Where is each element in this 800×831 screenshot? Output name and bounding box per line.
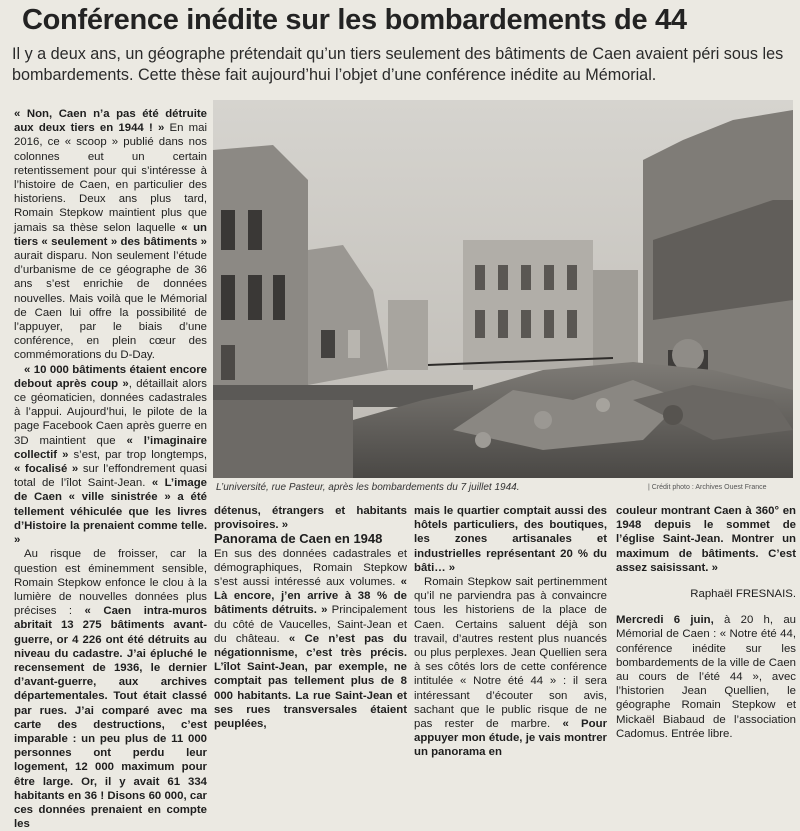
column-4 [616,504,796,741]
headline: Conférence inédite sur les bombardements de 44 [22,4,687,36]
paragraph: Au risque de froisser, car la question est éminemment sensible, Romain Stepkow enfonce le clou à la lumière de nouvelles données plus précises : « Caen intra-muros abritait 13 275 bâtiments avant-guerre, or 4 226 ont été détruits au niveau du cadastre. J’ai épluché le recensement de 1936, le dernier d’avant-guerre, aux archives départementales. Tout était classé par rues. J’ai comparé avec ma carte des destructions, c’est imparable : un peu plus de 11 000 personnes ont perdu leur logement, 12 000 maximum pour être large. Or, il y avait 61 334 habitants en 36 ! Disons 60 000, car ces données prenaient en compte les [14,548,207,831]
paragraph: « Non, Caen n’a pas été détruite aux deux tiers en 1944 ! » En mai 2016, ce « scoop » publié dans nos colonnes eut un certain retentissement pour qui s’intéresse à l’histoire de Caen, en particulier des historiens. Deux ans plus tard, Romain Stepkow maintient plus que jamais sa thèse selon laquelle « un tiers « seulement » des bâtiments » aurait disparu. Non seulement l’étude d’urbanisme de ce géographe de 36 ans s’est enrichie de données nouvelles. Mais voilà que le Mémorial de Caen lui offre la possibilité de l’appuyer, par le biais d’une conférence, en plein cœur des commémorations du D-Day. [14,108,207,362]
paragraph: En sus des données cadastrales et démographiques, Romain Stepkow s’est aussi intéressé aux volumes. « Là encore, j’en arrive à 38 % de bâtiments détruits. » Principalement du côté de Vaucelles, Saint-Jean et du château. « Ce n’est pas du négationnisme, c’est très précis. L’îlot Saint-Jean, par exemple, ne comptait pas tellement plus de 8 000 habitants. La rue Saint-Jean et ses rues transversales étaient peuplées, [214,547,407,731]
paragraph: Romain Stepkow sait pertinemment qu’il ne parviendra pas à convaincre tous les historiens de la place de Caen. Certains saluent déjà son travail, d’autres restent plus nuancés ou plus perplexes. Jean Quellien sera à ses côtés lors de cette conférence intitulée « Notre été 44 » : il sera intéressant d’écouter son avis, sachant que le public risque de ne pas rester de marbre. « Pour appuyer mon étude, je vais montrer un panorama en [414,576,607,759]
paragraph: « 10 000 bâtiments étaient encore debout après coup », détaillait alors ce géomaticien, données cadastrales à l’appui. Aujourd’hui, le pilote de la page Facebook Caen après guerre en 3D maintient que « l’imaginaire collectif » s’est, par trop longtemps, « focalisé » sur l’effondrement quasi total de l’îlot Saint-Jean. « L’image de Caen « ville sinistrée » a été tellement véhiculée que les livres d’Histoire la prenaient comme telle. » [14,363,208,547]
column-2 [214,504,407,731]
photo-credit: | Crédit photo : Archives Ouest France [648,484,767,491]
paragraph: mais le quartier comptait aussi des hôtels particuliers, des boutiques, les zones artisanales et industrielles représentant 20 % du bâti… » [414,505,607,574]
author-signature: Raphaël FRESNAIS. [690,588,796,601]
archive-photo [213,100,793,478]
event-info: Mercredi 6 juin, à 20 h, au Mémorial de Caen : « Notre été 44, conférence inédite sur les bombardements de la ville de Caen au cours de l’été 44 », avec l’historien Jean Quellien, le géographe Romain Stepkow et Mickaël Biabaud de l’association Cadomus. Entrée libre. [616,614,796,740]
column-3 [414,504,607,760]
bombed-street-photo [213,100,793,478]
paragraph: détenus, étrangers et habitants provisoires. » [214,505,407,532]
photo-caption: L’université, rue Pasteur, après les bombardements du 7 juillet 1944. [216,482,520,493]
column-1 [14,107,207,831]
subheading: Panorama de Caen en 1948 [214,531,383,547]
lead-paragraph: Il y a deux ans, un géographe prétendait qu’un tiers seulement des bâtiments de Caen avaient péri sous les bombardements. Cette thèse fait aujourd’hui l’objet d’une conférence inédite au Mémorial. [12,45,784,84]
paragraph: couleur montrant Caen à 360° en 1948 depuis le sommet de l’église Saint-Jean. Montrer un maximum de bâtiments. C’est assez saisissant. » [616,505,796,574]
